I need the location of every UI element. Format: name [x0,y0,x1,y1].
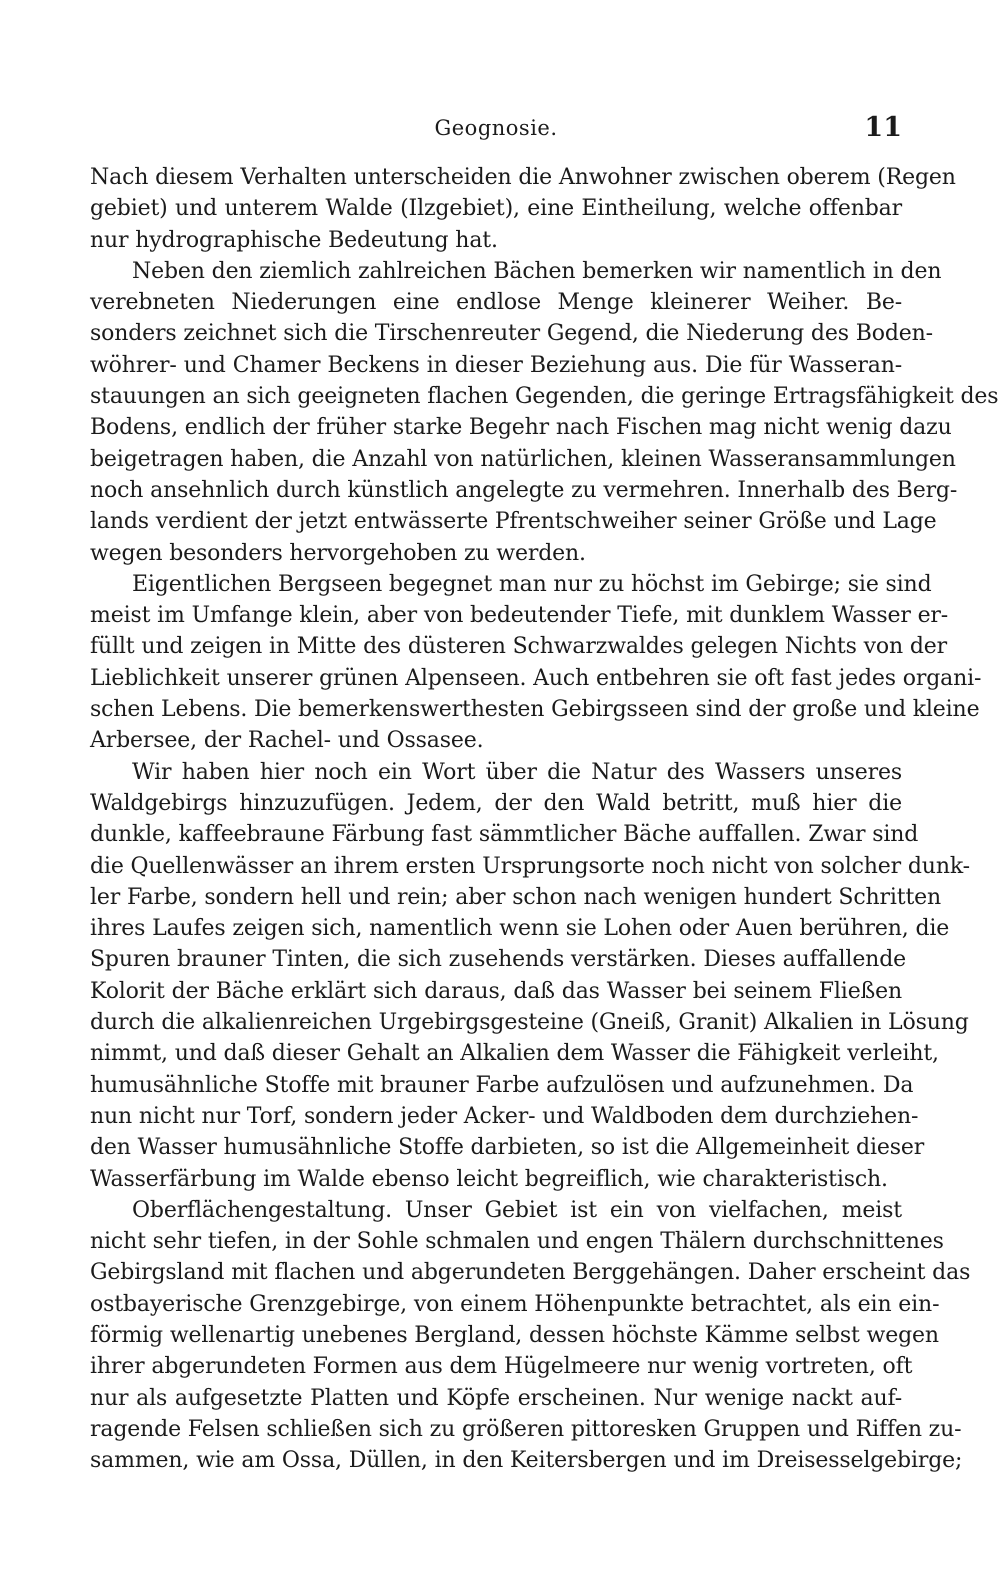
text-line: meist im Umfange klein, aber von bedeutender Tiefe, mit dunklem Wasser er- [90,603,949,629]
text-line: Lieblichkeit unserer grünen Alpenseen. Auch entbehren sie oft fast jedes organi- [90,665,982,691]
text-line: nicht sehr tiefen, in der Sohle schmalen und engen Thälern durchschnittenes [90,1229,944,1255]
running-head [90,112,902,148]
text-line: füllt und zeigen in Mitte des düsteren Schwarzwaldes gelegen Nichts von der [90,634,947,660]
text-line: förmig wellenartig unebenes Bergland, dessen höchste Kämme selbst wegen [90,1322,939,1348]
text-line: ihres Laufes zeigen sich, namentlich wenn sie Lohen oder Auen berühren, die [90,916,950,942]
text-line: Nach diesem Verhalten unterscheiden die Anwohner zwischen oberem (Regen [90,165,956,190]
text-line: dunkle, kaffeebraune Färbung fast sämmtlicher Bäche auffallen. Zwar sind [90,822,919,848]
text-line: lands verdient der jetzt entwässerte Pfrentschweiher seiner Größe und Lage [90,509,937,535]
text-line: humusähnliche Stoffe mit brauner Farbe aufzulösen und aufzunehmen. Da [90,1072,914,1098]
text-line: wegen besonders hervorgehoben zu werden. [90,540,586,566]
text-line: die Quellenwässer an ihrem ersten Ursprungsorte noch nicht von solcher dunk- [90,853,970,879]
text-line: verebneten Niederungen eine endlose Menge kleinerer Weiher. Be- [90,290,902,316]
text-line: schen Lebens. Die bemerkenswerthesten Gebirgsseen sind der große und kleine [90,697,980,723]
page-number: 11 [864,112,902,143]
text-line: Waldgebirgs hinzuzufügen. Jedem, der den Wald betritt, muß hier die [90,790,902,816]
text-line: sonders zeichnet sich die Tirschenreuter Gegend, die Niederung des Boden- [90,321,933,347]
text-line: Gebirgsland mit flachen und abgerundeten Berggehängen. Daher erscheint das [90,1260,971,1286]
text-line: ostbayerische Grenzgebirge, von einem Höhenpunkte betrachtet, als ein ein- [90,1291,940,1317]
text-line: Oberflächengestaltung. Unser Gebiet ist ein von vielfachen, meist [132,1197,902,1223]
text-line: Neben den ziemlich zahlreichen Bächen bemerken wir namentlich in den [132,258,942,284]
text-line: beigetragen haben, die Anzahl von natürlichen, kleinen Wasseransammlungen [90,446,956,472]
text-line: Wir haben hier noch ein Wort über die Natur des Wassers unseres [132,759,902,785]
text-line: ler Farbe, sondern hell und rein; aber schon nach wenigen hundert Schritten [90,884,942,910]
text-line: wöhrer- und Chamer Beckens in dieser Beziehung aus. Die für Wasseran- [90,352,902,378]
body-text [90,162,999,1476]
text-line: noch ansehnlich durch künstlich angelegte zu vermehren. Innerhalb des Berg- [90,477,958,503]
text-line: Arbersee, der Rachel- und Ossasee. [90,728,484,754]
text-line: Eigentlichen Bergseen begegnet man nur zu höchst im Gebirge; sie sind [132,571,932,597]
text-line: durch die alkalienreichen Urgebirgsgesteine (Gneiß, Granit) Alkalien in Lösung [90,1010,969,1036]
text-line: nimmt, und daß dieser Gehalt an Alkalien dem Wasser die Fähigkeit verleiht, [90,1041,939,1067]
text-line: ihrer abgerundeten Formen aus dem Hügelmeere nur wenig vortreten, oft [90,1354,913,1380]
text-line: sammen, wie am Ossa, Düllen, in den Keitersbergen und im Dreisesselgebirge; [90,1448,963,1474]
text-line: nun nicht nur Torf, sondern jeder Acker- und Waldboden dem durchziehen- [90,1103,919,1129]
text-line: den Wasser humusähnliche Stoffe darbieten, so ist die Allgemeinheit dieser [90,1135,925,1161]
text-line: Wasserfärbung im Walde ebenso leicht begreiflich, wie charakteristisch. [90,1166,888,1192]
text-line: ragende Felsen schließen sich zu größeren pittoresken Gruppen und Riffen zu- [90,1416,962,1442]
text-line: Kolorit der Bäche erklärt sich daraus, daß das Wasser bei seinem Fließen [90,978,902,1004]
text-line: nur als aufgesetzte Platten und Köpfe erscheinen. Nur wenige nackt auf- [90,1385,902,1411]
running-title: Geognosie. [434,116,558,140]
text-line: Bodens, endlich der früher starke Begehr nach Fischen mag nicht wenig dazu [90,415,952,441]
text-line: stauungen an sich geeigneten flachen Gegenden, die geringe Ertragsfähigkeit des [90,384,999,410]
text-line: Spuren brauner Tinten, die sich zusehends verstärken. Dieses auffallende [90,947,907,973]
text-line: gebiet) und unterem Walde (Ilzgebiet), eine Eintheilung, welche offenbar [90,196,902,222]
text-line: nur hydrographische Bedeutung hat. [90,227,498,253]
